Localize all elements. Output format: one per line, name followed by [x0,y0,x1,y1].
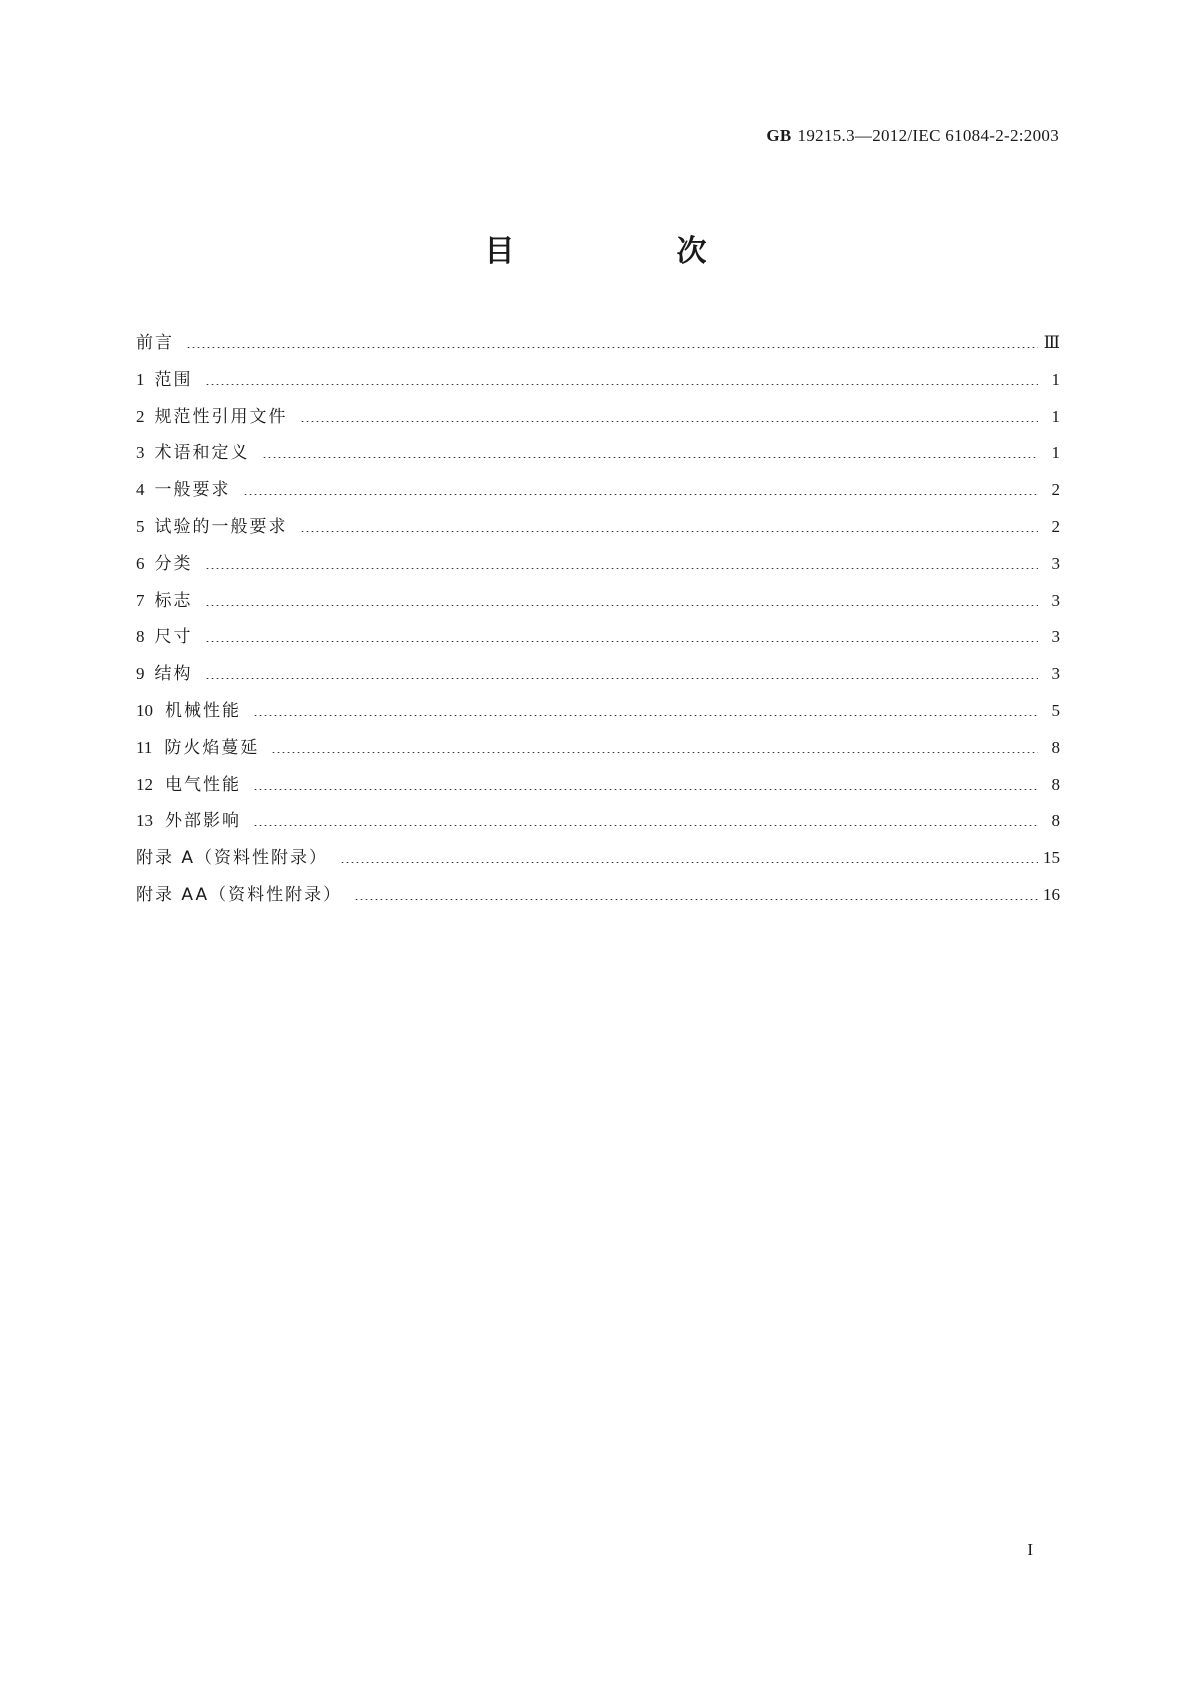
toc-entry-number: 13 [136,811,153,831]
toc-entry-7[interactable] [136,586,1060,623]
toc-entry-label: 前言 [136,333,174,353]
page-title: 目 次 [484,234,773,269]
toc-leader-dots [205,667,1039,679]
toc-entry-number: 5 [136,516,145,536]
toc-entry-9[interactable] [136,659,1060,696]
standard-header [766,126,1059,146]
toc-entry-label: 范围 [154,369,193,390]
toc-entry-6[interactable] [136,549,1060,586]
standard-code: 19215.3—2012/IEC 61084-2-2:2003 [797,126,1059,145]
toc-entry-page: 2 [1051,480,1060,500]
toc-leader-dots [262,446,1039,458]
toc-entry-11[interactable] [136,733,1060,770]
toc-leader-dots [340,851,1038,863]
toc-entry-4[interactable] [136,475,1060,512]
toc-entry-page: 8 [1051,811,1060,831]
toc-entry-number: 7 [136,590,145,610]
toc-entry-page: 15 [1043,848,1060,868]
toc-entry-label: 防火焰蔓延 [164,737,260,758]
toc-entry-label: 附录 AA（资料性附录） [136,884,343,905]
toc-entry-page: 1 [1051,406,1060,426]
toc-leader-dots [253,778,1038,790]
toc-leader-dots [205,557,1039,569]
toc-entry-10[interactable] [136,696,1060,733]
toc-entry-1[interactable] [136,365,1060,402]
toc-entry-page: 3 [1051,627,1060,647]
toc-entry-page: 3 [1051,664,1060,684]
toc-entry-number: 4 [136,480,145,500]
page-number: I [1027,1540,1033,1559]
toc-entry-page: 8 [1051,774,1060,794]
toc-entry-number: 1 [136,369,145,389]
toc-entry-label: 机械性能 [165,700,241,721]
toc-entry-number: 11 [136,737,153,757]
toc-leader-dots [205,594,1039,606]
toc-leader-dots [205,630,1039,642]
toc-entry-number: 3 [136,443,145,463]
toc-entry-page: 5 [1051,700,1060,720]
toc-entry-page: 8 [1051,737,1060,757]
toc-entry-page: 1 [1051,369,1060,389]
toc-leader-dots [253,814,1038,826]
toc-entry-label: 电气性能 [165,774,241,795]
toc-entry-label: 分类 [154,553,193,574]
toc-entry-label: 附录 A（资料性附录） [136,848,329,869]
toc-entry-2[interactable] [136,402,1060,439]
toc-entry-number: 8 [136,627,145,647]
toc-entry-page: 3 [1051,590,1060,610]
toc-entry-label: 规范性引用文件 [154,406,288,427]
toc-entry-label: 外部影响 [165,811,241,832]
toc-entry-label: 试验的一般要求 [154,516,288,537]
toc-entry-label: 术语和定义 [154,443,250,464]
toc-entry-12[interactable] [136,770,1060,807]
toc-entry-page: 1 [1051,443,1060,463]
toc-entry-foreword[interactable] [136,328,1060,365]
toc-entry-page: 3 [1051,553,1060,573]
standard-prefix: GB [766,126,792,145]
table-of-contents [136,328,1060,917]
toc-entry-label: 尺寸 [154,627,193,648]
toc-leader-dots [300,410,1039,422]
toc-entry-3[interactable] [136,438,1060,475]
toc-leader-dots [271,741,1038,753]
toc-entry-8[interactable] [136,622,1060,659]
toc-entry-label: 结构 [154,664,193,685]
toc-entry-annex-aa[interactable] [136,880,1060,917]
toc-leader-dots [300,520,1039,532]
toc-entry-page: 2 [1051,516,1060,536]
toc-entry-number: 9 [136,664,145,684]
toc-entry-13[interactable] [136,806,1060,843]
toc-entry-5[interactable] [136,512,1060,549]
toc-entry-label: 一般要求 [154,480,231,501]
toc-leader-dots [354,888,1038,900]
toc-leader-dots [253,704,1038,716]
toc-leader-dots [205,373,1039,385]
toc-entry-label: 标志 [154,590,193,611]
toc-entry-page: Ⅲ [1043,333,1060,352]
toc-entry-number: 10 [136,700,153,720]
toc-entry-annex-a[interactable] [136,843,1060,880]
toc-leader-dots [186,336,1038,348]
toc-entry-number: 2 [136,406,145,426]
toc-entry-page: 16 [1043,884,1060,904]
toc-leader-dots [243,483,1039,495]
toc-entry-number: 12 [136,774,153,794]
toc-entry-number: 6 [136,553,145,573]
